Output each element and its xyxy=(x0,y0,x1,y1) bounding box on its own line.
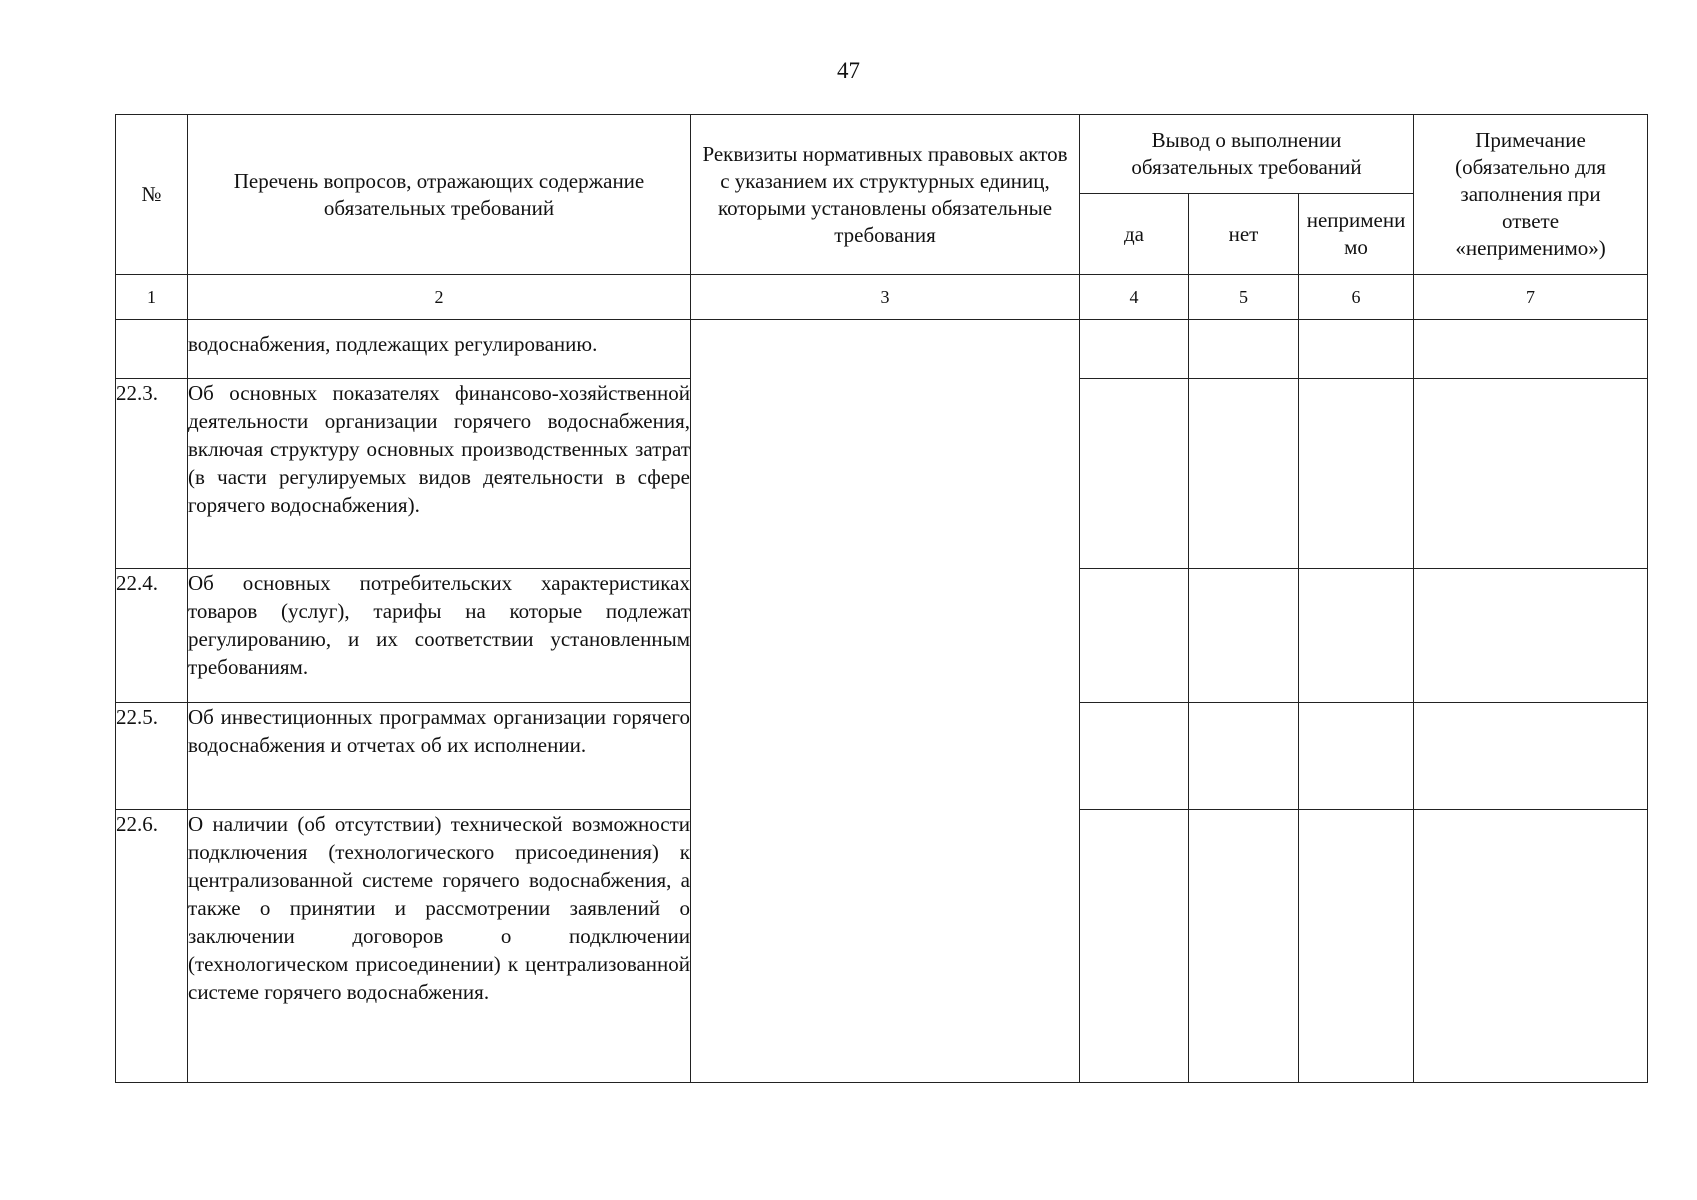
column-number-3: 3 xyxy=(691,275,1080,320)
page-number: 47 xyxy=(837,58,860,83)
row-question-text: Об основных потребительских характеристиках товаров (услуг), тарифы на которые подлежат регулированию, и их соответствии установленным требованиям. xyxy=(188,569,691,703)
note-cell xyxy=(1414,320,1648,379)
column-numbers-row xyxy=(116,275,1648,320)
table-header xyxy=(116,115,1648,275)
yes-cell xyxy=(1080,569,1189,703)
column-number-5: 5 xyxy=(1189,275,1299,320)
header-conclusion: Вывод о выполнении обязательных требований xyxy=(1080,115,1414,194)
column-number-4: 4 xyxy=(1080,275,1189,320)
yes-cell xyxy=(1080,320,1189,379)
row-question-text: О наличии (об отсутствии) технической возможности подключения (технологического присоединения) к централизованной системе горячего водоснабжения, а также о принятии и рассмотрении заявлений о заключении договоров о подключении (технологическом присоединении) к централизованной системе горячего водоснабжения. xyxy=(188,810,691,1083)
column-number-6: 6 xyxy=(1299,275,1414,320)
yes-cell xyxy=(1080,379,1189,569)
note-cell xyxy=(1414,810,1648,1083)
row-question-text: Об основных показателях финансово-хозяйственной деятельности организации горячего водоснабжения, включая структуру основных производственных затрат (в части регулируемых видов деятельности в сфере горячего водоснабжения). xyxy=(188,379,691,569)
not-applicable-cell xyxy=(1299,320,1414,379)
header-requisites: Реквизиты нормативных правовых актов с указанием их структурных единиц, которыми установлены обязательные требования xyxy=(691,115,1080,275)
not-applicable-cell xyxy=(1299,569,1414,703)
row-number: 22.3. xyxy=(116,379,188,569)
no-cell xyxy=(1189,569,1299,703)
header-questions: Перечень вопросов, отражающих содержание обязательных требований xyxy=(188,115,691,275)
not-applicable-cell xyxy=(1299,379,1414,569)
yes-cell xyxy=(1080,703,1189,810)
requirements-checklist-table xyxy=(115,114,1648,1083)
row-number: 22.5. xyxy=(116,703,188,810)
note-cell xyxy=(1414,569,1648,703)
not-applicable-cell xyxy=(1299,703,1414,810)
note-cell xyxy=(1414,379,1648,569)
no-cell xyxy=(1189,320,1299,379)
row-number xyxy=(116,320,188,379)
requisites-cell xyxy=(691,320,1080,1083)
table-row xyxy=(116,320,1648,379)
no-cell xyxy=(1189,810,1299,1083)
column-number-7: 7 xyxy=(1414,275,1648,320)
no-cell xyxy=(1189,703,1299,810)
row-question-text: Об инвестиционных программах организации горячего водоснабжения и отчетах об их исполнении. xyxy=(188,703,691,810)
header-yes: да xyxy=(1080,194,1189,275)
not-applicable-cell xyxy=(1299,810,1414,1083)
header-number: № xyxy=(116,115,188,275)
header-note: Примечание (обязательно для заполнения при ответе «неприменимо») xyxy=(1414,115,1648,275)
row-number: 22.4. xyxy=(116,569,188,703)
row-question-text: водоснабжения, подлежащих регулированию. xyxy=(188,320,691,379)
note-cell xyxy=(1414,703,1648,810)
header-not-applicable: неприменимо xyxy=(1299,194,1414,275)
no-cell xyxy=(1189,379,1299,569)
yes-cell xyxy=(1080,810,1189,1083)
header-no: нет xyxy=(1189,194,1299,275)
row-number: 22.6. xyxy=(116,810,188,1083)
column-number-1: 1 xyxy=(116,275,188,320)
column-number-2: 2 xyxy=(188,275,691,320)
table-body xyxy=(116,275,1648,1083)
